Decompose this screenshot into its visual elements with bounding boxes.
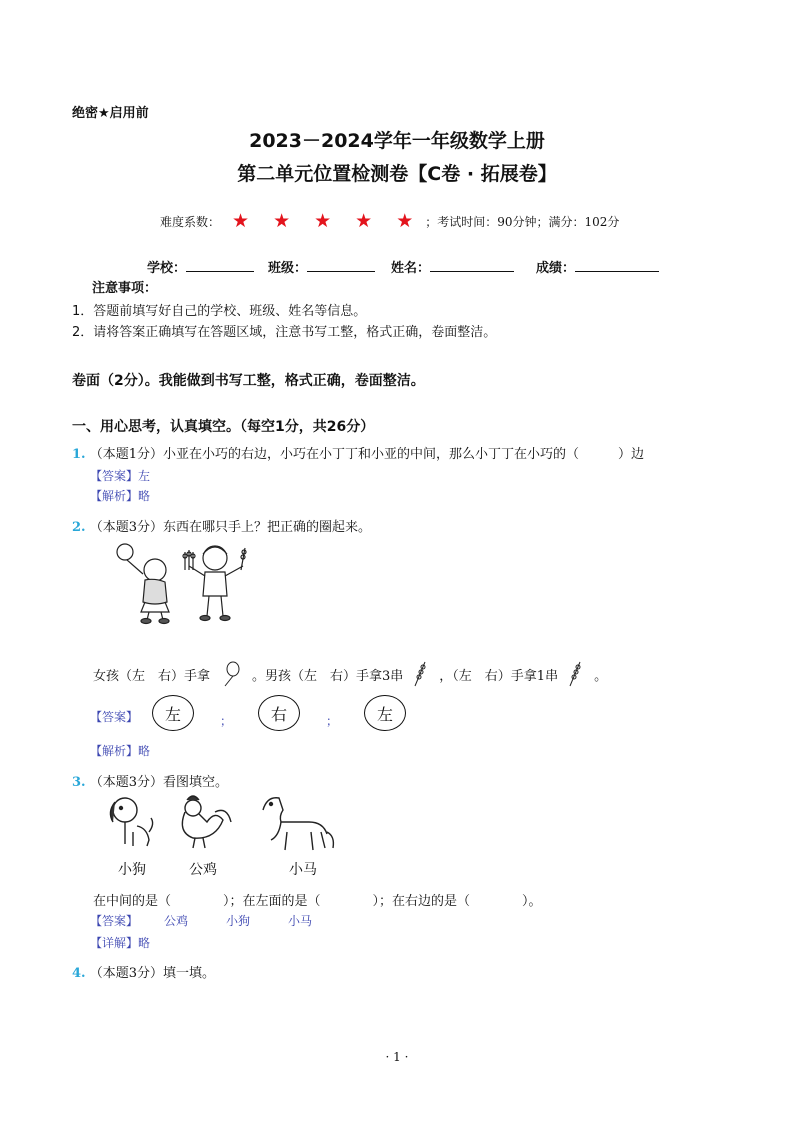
- surface-note: 卷面（2分）。我能做到书写工整，格式正确，卷面整洁。: [72, 373, 425, 389]
- exam-info: ；考试时间：90分钟；满分：102分: [425, 215, 620, 229]
- q1-analysis: 【解析】略: [90, 489, 151, 503]
- question-2: [72, 516, 371, 535]
- animals-illustration: [103, 792, 343, 852]
- note-item-1: 1．答题前填写好自己的学校、班级、姓名等信息。: [72, 304, 367, 319]
- school-blank[interactable]: [186, 257, 254, 272]
- question-number: 2.: [72, 520, 86, 535]
- q2-answer-row: [90, 695, 406, 731]
- q3-answer-3: 小马: [288, 914, 313, 928]
- answer-separator: ；: [326, 714, 339, 728]
- q2-fill-line: [93, 660, 607, 688]
- difficulty-row: [160, 212, 619, 231]
- answer-circle: 左: [364, 695, 406, 731]
- balloon-icon: [216, 661, 246, 687]
- girl-figure: [117, 544, 169, 624]
- note-item-2: 2．请将答案正确填写在答题区域，注意书写工整，格式正确，卷面整洁。: [72, 325, 497, 340]
- exam-subtitle: 第二单元位置检测卷【C卷 · 拓展卷】: [237, 163, 557, 185]
- q3-analysis: 【详解】略: [90, 936, 151, 950]
- student-info-row: [147, 257, 673, 276]
- difficulty-label: 难度系数：: [160, 215, 221, 229]
- q3-answer-row: [90, 912, 312, 929]
- q3-answer-label: 【答案】: [90, 914, 139, 928]
- star-icon: ★: [355, 210, 373, 232]
- question-text: （本题3分）东西在哪只手上？把正确的圈起来。: [89, 520, 371, 535]
- q3-answer-1: 公鸡: [164, 914, 189, 928]
- question-text: （本题3分）看图填空。: [89, 775, 228, 790]
- page-number: · 1 ·: [385, 1050, 409, 1064]
- skewer-icon: [564, 660, 588, 688]
- star-icon: ★: [273, 210, 291, 232]
- star-icon: ★: [396, 210, 414, 232]
- question-text: （本题1分）小亚在小巧的右边，小巧在小丁丁和小亚的中间，那么小丁丁在小巧的（ ）边: [89, 447, 644, 462]
- q2-analysis: 【解析】略: [90, 744, 151, 758]
- question-1: [72, 443, 644, 462]
- question-number: 4.: [72, 966, 86, 981]
- q3-fill-line: 在中间的是（ ）；在左面的是（ ）；在右边的是（ ）。: [93, 894, 542, 909]
- rooster-figure: [182, 796, 231, 848]
- answer-separator: ；: [220, 714, 233, 728]
- label-rooster: 公鸡: [189, 862, 217, 878]
- question-4: [72, 962, 215, 981]
- score-blank[interactable]: [575, 257, 659, 272]
- q2-fill-a: 女孩（左 右）手拿: [93, 668, 211, 684]
- secret-label: 绝密★启用前: [72, 106, 149, 121]
- dog-figure: [110, 798, 152, 846]
- question-text: （本题3分）填一填。: [89, 966, 215, 981]
- skewer-icon: [409, 660, 433, 688]
- horse-figure: [263, 798, 333, 850]
- q3-answer-2: 小狗: [226, 914, 251, 928]
- star-icon: ★: [232, 210, 250, 232]
- question-number: 3.: [72, 775, 86, 790]
- class-blank[interactable]: [307, 257, 375, 272]
- answer-circle: 左: [152, 695, 194, 731]
- label-dog: 小狗: [118, 862, 146, 878]
- exam-title: 2023－2024学年一年级数学上册: [249, 130, 545, 152]
- q2-fill-c: ，（左 右）手拿1串: [439, 668, 559, 684]
- section-1-heading: 一、用心思考，认真填空。（每空1分，共26分）: [72, 419, 375, 435]
- question-number: 1.: [72, 447, 86, 462]
- q2-fill-d: 。: [594, 668, 608, 684]
- label-horse: 小马: [289, 862, 317, 878]
- notes-heading: 注意事项：: [92, 281, 158, 296]
- name-blank[interactable]: [430, 257, 514, 272]
- q2-answer-label: 【答案】: [90, 710, 139, 724]
- difficulty-stars: [220, 212, 425, 231]
- q1-answer: 【答案】左: [90, 469, 151, 483]
- score-label: 成绩：: [536, 261, 576, 276]
- name-label: 姓名：: [391, 261, 431, 276]
- answer-circle: 右: [258, 695, 300, 731]
- girl-boy-illustration: [105, 540, 255, 625]
- question-3: [72, 771, 228, 790]
- class-label: 班级：: [268, 261, 308, 276]
- q2-fill-b: 。男孩（左 右）手拿3串: [252, 668, 404, 684]
- star-icon: ★: [314, 210, 332, 232]
- school-label: 学校：: [147, 261, 187, 276]
- boy-figure: [183, 546, 246, 621]
